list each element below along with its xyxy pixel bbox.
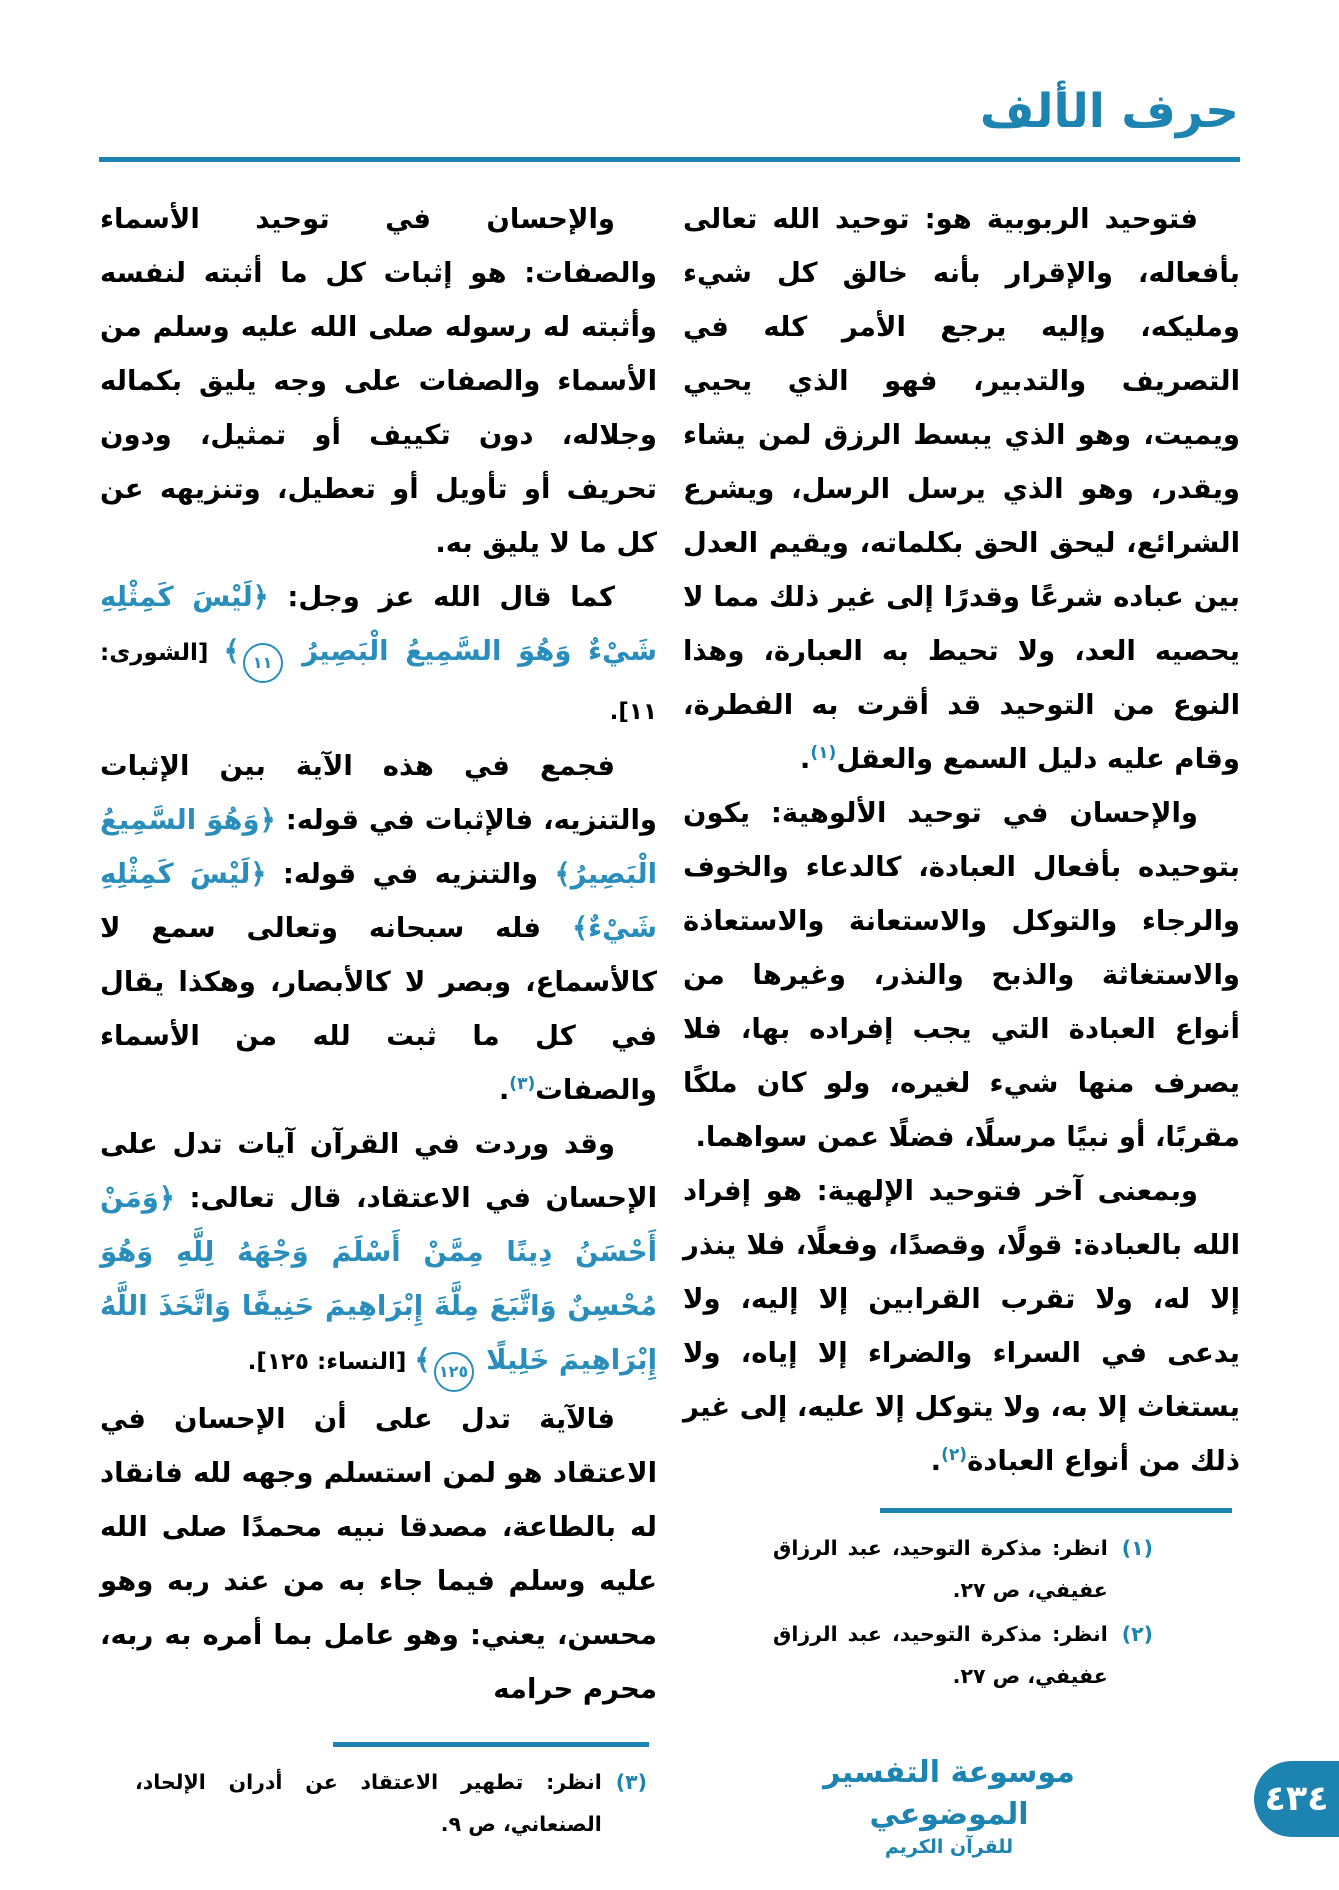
footnote-separator [880,1508,1232,1513]
column-right [683,192,1240,1699]
footnote-marker: (٣) [615,1769,647,1794]
paragraph [100,192,657,570]
footnote-marker: (١) [1121,1535,1153,1560]
footnote [773,1613,1153,1697]
text-columns [99,192,1240,1847]
logo-subtitle: للقرآن الكريم [884,1836,1014,1858]
footnote-separator [333,1742,649,1747]
body-text: فله سبحانه وتعالى سمع لا كالأسماع، وبصر لا كالأبصار، وهكذا يقال في كل ما ثبت لله من الأسماء والصفات [100,912,657,1106]
quran-verse: ﴿وَهُوَ السَّمِيعُ الْبَصِيرُ﴾ [100,804,658,890]
quran-verse: ﴾ [414,1344,431,1376]
body-text: والتنزيه في قوله: [266,858,555,890]
body-text: كما قال الله عز وجل: [268,581,616,613]
paragraph [100,1392,657,1716]
footnote-text: انظر: تطهير الاعتقاد عن أدران الإلحاد، الصنعاني، ص ٩. [135,1769,602,1836]
footnote-marker: (٢) [1121,1621,1153,1646]
verse-reference: [الشورى: ١١]. [100,640,657,725]
verse-reference: [النساء: ١٢٥]. [247,1349,415,1375]
page-number: ٤٣٤ [1264,1779,1329,1819]
page-number-badge [1254,1761,1339,1837]
quran-verse: ﴾ [223,635,240,667]
column-right-body [683,192,1240,1488]
footnotes-right [773,1527,1153,1697]
header-rule [99,157,1240,162]
paragraph [683,192,1240,786]
body-text: فالآية تدل على أن الإحسان في الاعتقاد هو لمن استسلم وجهه لله فانقاد له بالطاعة، مصدقا نبيه محمدًا صلى الله عليه وسلم فيما جاء به من عند ربه وهو محسن، يعني: وهو عامل بما أمره به ربه، محرم حرامه [100,1403,657,1705]
body-text: والإحسان في توحيد الألوهية: يكون بتوحيده بأفعال العبادة، كالدعاء والخوف والرجاء والتوكل والاستعانة والاستعاذة والاستغاثة والذبح والنذر، وغيرها من أنواع العبادة التي يجب إفراده بها، فلا يصرف منها شيء لغيره، ولو كان ملكًا مقربًا، أو نبيًا مرسلًا، فضلًا عمن سواهما. [683,797,1240,1153]
footnotes-left [135,1761,647,1845]
paragraph [100,570,657,739]
body-text: وبمعنى آخر فتوحيد الإلهية: هو إفراد الله بالعبادة: قولًا، وقصدًا، وفعلًا، فلا ينذر إلا له، ولا تقرب القرابين إلا إليه، ولا يدعى في السراء والضراء إلا إياه، ولا يستغاث إلا به، ولا يتوكل إلا عليه، إلى غير ذلك من أنواع العبادة [683,1175,1240,1477]
footnote [135,1761,647,1845]
footnote-ref-mark: (٣) [509,1073,536,1094]
paragraph [100,739,657,1117]
page-header-title: حرف الألف [979,84,1239,139]
body-text: وقد وردت في القرآن آيات تدل على الإحسان في الاعتقاد، قال تعالى: [100,1128,657,1214]
paragraph [683,1164,1240,1488]
quran-verse: ﴿وَمَنْ أَحْسَنُ دِينًا مِمَّنْ أَسْلَمَ وَجْهَهُ لِلَّهِ وَهُوَ مُحْسِنٌ وَاتَّبَعَ مِلَّةَ إِبْرَاهِيمَ حَنِيفًا وَاتَّخَذَ اللَّهُ إِبْرَاهِيمَ خَلِيلًا [100,1182,657,1376]
logo-title: موسوعة التفسير الموضوعي [823,1755,1075,1832]
paragraph [100,1117,657,1392]
body-text: . [498,1074,510,1106]
footnote-ref-mark: (٢) [941,1444,968,1465]
body-text: . [930,1445,942,1477]
column-left-body [100,192,657,1716]
quran-verse: ﴿لَيْسَ كَمِثْلِهِ شَيْءٌ﴾ [100,858,657,944]
footnote-text: انظر: مذكرة التوحيد، عبد الرزاق عفيفي، ص ٢٧. [773,1621,1108,1688]
footnote [773,1527,1153,1611]
ayah-number-medallion: ١٢٥ [434,1352,474,1392]
body-text: فتوحيد الربوبية هو: توحيد الله تعالى بأفعاله، والإقرار بأنه خالق كل شيء ومليكه، وإليه يرجع الأمر كله في التصريف والتدبير، فهو الذي يحيي ويميت، وهو الذي يبسط الرزق لمن يشاء ويقدر، وهو الذي يرسل الرسل، ويشرع الشرائع، ليحق الحق بكلماته، ويقيم العدل بين عباده شرعًا وقدرًا إلى غير ذلك مما لا يحصيه العد، ولا تحيط به العبارة، وهذا النوع من التوحيد قد أقرت به الفطرة، وقام عليه دليل السمع والعقل [683,203,1240,775]
column-left [100,192,657,1847]
footnote-ref-mark: (١) [810,742,837,763]
paragraph [683,786,1240,1164]
quran-verse: ﴿لَيْسَ كَمِثْلِهِ شَيْءٌ وَهُوَ السَّمِيعُ الْبَصِيرُ [100,581,657,667]
body-text: . [799,743,811,775]
footnote-text: انظر: مذكرة التوحيد، عبد الرزاق عفيفي، ص ٢٧. [773,1535,1108,1602]
ayah-number-medallion: ١١ [243,643,283,683]
body-text: فجمع في هذه الآية بين الإثبات والتنزيه، فالإثبات في قوله: [100,750,657,836]
publisher-logo [765,1752,1133,1858]
body-text: والإحسان في توحيد الأسماء والصفات: هو إثبات كل ما أثبته لنفسه وأثبته له رسوله صلى الله عليه وسلم من الأسماء والصفات على وجه يليق بكماله وجلاله، دون تكييف أو تمثيل، ودون تحريف أو تأويل أو تعطيل، وتنزيهه عن كل ما لا يليق به. [100,203,657,559]
